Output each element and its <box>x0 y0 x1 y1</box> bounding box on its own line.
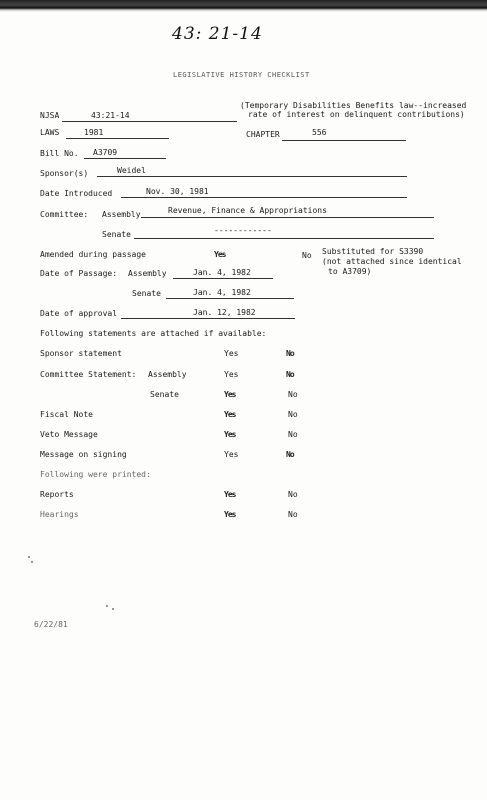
fiscal-note-no: No <box>288 410 298 419</box>
sponsors-label: Sponsor(s) <box>40 169 89 178</box>
bill-underline <box>84 158 166 159</box>
committee-statement-senate-no: No <box>288 390 298 399</box>
date-introduced-value: Nov. 30, 1981 <box>146 187 209 196</box>
hearings-yes-struck: Yes <box>224 510 236 519</box>
statements-heading: Following statements are attached if available: <box>40 329 267 338</box>
sponsor-statement-no-struck: No <box>286 349 294 358</box>
committee-statement-assembly-no-struck: No <box>286 370 294 379</box>
passage-senate-label: Senate <box>132 289 161 298</box>
committee-assembly-label: Assembly <box>102 210 141 219</box>
passage-senate-underline <box>166 298 294 299</box>
approval-value: Jan. 12, 1982 <box>193 308 256 317</box>
committee-senate-value: ------------ <box>214 226 272 235</box>
amended-label: Amended during passage <box>40 250 146 259</box>
committee-senate-underline <box>134 238 434 239</box>
committee-statement-senate-label: Senate <box>150 390 179 399</box>
footer-date: 6/22/81 <box>34 620 68 629</box>
signing-message-no-struck: No <box>286 450 294 459</box>
sponsors-underline <box>97 176 407 177</box>
substituted-line-2: (not attached since identical <box>322 257 462 266</box>
description-line-1: (Temporary Disabilities Benefits law--increased <box>240 101 467 110</box>
sponsor-statement-yes: Yes <box>224 349 239 358</box>
bill-label: Bill No. <box>40 149 79 158</box>
committee-assembly-underline <box>141 217 434 218</box>
date-introduced-underline <box>121 197 407 198</box>
fiscal-note-yes-struck: Yes <box>224 410 236 419</box>
passage-senate-value: Jan. 4, 1982 <box>193 288 251 297</box>
hearings-label: Hearings <box>40 510 79 519</box>
amended-yes-struck: Yes <box>214 250 226 259</box>
chapter-value: 556 <box>312 128 327 137</box>
committee-statement-senate-yes-struck: Yes <box>224 390 236 399</box>
njsa-value: 43:21-14 <box>91 111 130 120</box>
reports-no: No <box>288 490 298 499</box>
committee-statement-label: Committee Statement: <box>40 370 137 379</box>
committee-statement-assembly-yes: Yes <box>224 370 239 379</box>
amended-no: No <box>302 251 312 260</box>
handwritten-statute-number: 43: 21-14 <box>172 24 263 44</box>
laws-label: LAWS <box>40 128 60 137</box>
laws-value: 1981 <box>84 128 104 137</box>
page-title: LEGISLATIVE HISTORY CHECKLIST <box>173 71 310 79</box>
date-introduced-label: Date Introduced <box>40 189 113 198</box>
passage-assembly-label: Assembly <box>128 269 167 278</box>
laws-underline <box>66 138 169 139</box>
scan-speck <box>31 561 33 563</box>
njsa-label: NJSA <box>40 111 60 120</box>
committee-assembly-value: Revenue, Finance & Appropriations <box>168 206 327 215</box>
sponsors-value: Weidel <box>117 166 146 175</box>
passage-label: Date of Passage: <box>40 269 118 278</box>
chapter-label: CHAPTER <box>246 130 280 139</box>
passage-assembly-underline <box>173 278 273 279</box>
substituted-line-1: Substituted for S3390 <box>322 247 424 256</box>
scan-speck <box>106 605 108 607</box>
veto-message-no: No <box>288 430 298 439</box>
chapter-underline <box>282 140 406 141</box>
fiscal-note-label: Fiscal Note <box>40 410 93 419</box>
signing-message-label: Message on signing <box>40 450 127 459</box>
njsa-underline <box>62 121 237 122</box>
approval-label: Date of approval <box>40 309 118 318</box>
scan-edge <box>0 0 487 12</box>
veto-message-yes-struck: Yes <box>224 430 236 439</box>
approval-underline <box>121 318 295 319</box>
hearings-no: No <box>288 510 298 519</box>
scan-speck <box>112 608 114 610</box>
veto-message-label: Veto Message <box>40 430 98 439</box>
committee-label: Committee: <box>40 210 89 219</box>
reports-yes-struck: Yes <box>224 490 236 499</box>
signing-message-yes: Yes <box>224 450 239 459</box>
scan-speck <box>28 556 30 558</box>
committee-senate-label: Senate <box>102 230 131 239</box>
description-line-2: rate of interest on delinquent contributions) <box>248 110 465 119</box>
committee-statement-assembly-label: Assembly <box>148 370 187 379</box>
passage-assembly-value: Jan. 4, 1982 <box>193 268 251 277</box>
bill-value: A3709 <box>93 148 118 157</box>
reports-label: Reports <box>40 490 74 499</box>
substituted-line-3: to A3709) <box>328 267 372 276</box>
sponsor-statement-label: Sponsor statement <box>40 349 122 358</box>
printed-heading: Following were printed: <box>40 470 151 479</box>
